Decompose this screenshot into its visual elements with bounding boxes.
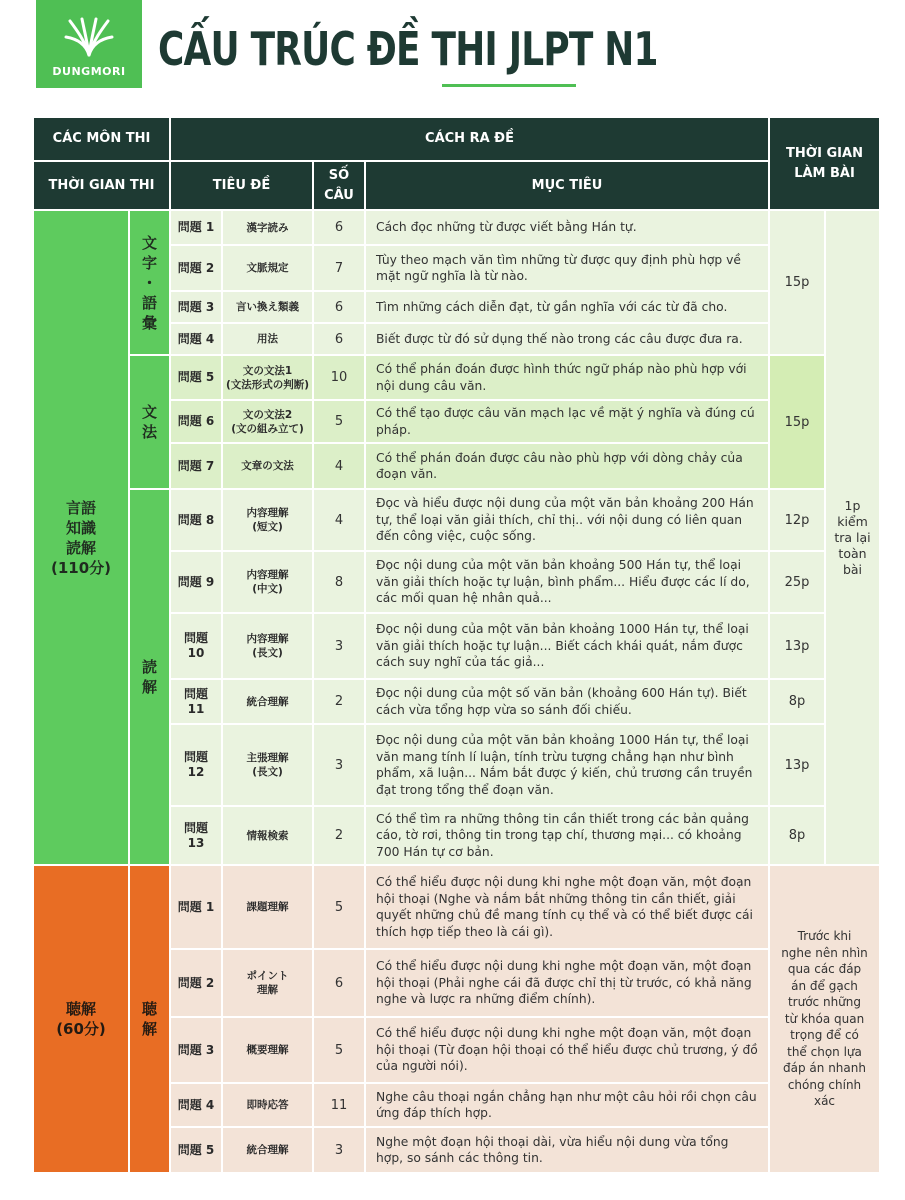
- time-review: [826, 211, 879, 864]
- time-vocab: 15p: [770, 211, 824, 354]
- question-label-line: 問題 7: [177, 458, 215, 473]
- brand-name: DUNGMORI: [52, 65, 126, 78]
- question-type-line: 即時応答: [246, 1099, 289, 1111]
- group-listening-char2: 解: [141, 1020, 157, 1038]
- question-count: 6: [314, 211, 364, 244]
- section-listening-line1: 聴解: [65, 1000, 96, 1018]
- question-label-line: 問題 6: [177, 414, 215, 428]
- question-label-line: 問題 5: [177, 370, 215, 384]
- question-count: 5: [314, 866, 364, 948]
- question-goal: [366, 614, 768, 678]
- question-label-line: 問題 3: [177, 1042, 215, 1057]
- question-type: [223, 1084, 312, 1126]
- question-goal-text: Đọc và hiểu được nội dung của một văn bản khoảng 200 Hán tự, thể loại văn giải thích, chỉ thị.. với nội dung có liên quan đến công việc, cuộc sống.: [376, 496, 754, 544]
- question-goal: [366, 211, 768, 244]
- tip-line1: Trước khi: [797, 929, 852, 944]
- group-vocab-char3: ・: [141, 273, 157, 292]
- tip-line9: đáp án nhanh: [783, 1061, 866, 1076]
- question-type: [223, 950, 312, 1016]
- question-goal: [366, 866, 768, 948]
- question-count: 7: [314, 246, 364, 290]
- question-label: [171, 680, 221, 723]
- question-type-line: (文法形式の判断): [225, 378, 310, 391]
- question-label-line: 問題: [183, 631, 208, 645]
- question-type: [223, 1018, 312, 1082]
- question-label: [171, 1128, 221, 1172]
- question-count: 10: [314, 356, 364, 399]
- header-heading: TIÊU ĐỀ: [171, 162, 312, 209]
- group-grammar-char2: 法: [141, 423, 157, 441]
- header-count-line2: CÂU: [324, 187, 354, 203]
- question-goal: [366, 324, 768, 354]
- question-goal: [366, 725, 768, 805]
- question-type-line: 言い換え類義: [236, 301, 299, 313]
- tip-line6: từ khóa quan: [784, 1011, 865, 1026]
- question-count: 8: [314, 552, 364, 612]
- question-type-line: 内容理解: [246, 633, 289, 645]
- question-goal: [366, 950, 768, 1016]
- question-goal-text: Có thể phán đoán được câu nào phù hợp với dòng chảy của đoạn văn.: [376, 450, 743, 481]
- question-type-line: 文章の文法: [241, 460, 294, 472]
- question-label-line: 問題 5: [177, 1142, 215, 1157]
- question-goal-text: Có thể tìm ra những thông tin cần thiết trong các bản quảng cáo, tờ rơi, thông tin trong tạp chí, thương mại... có khoảng 700 Hán tự cơ bản.: [376, 811, 749, 859]
- question-label: [171, 246, 221, 290]
- question-goal-text: Tùy theo mạch văn tìm những từ được quy định phù hợp về mặt ngữ nghĩa là từ nào.: [376, 252, 741, 283]
- question-type: [223, 246, 312, 290]
- review-line2: kiểm: [837, 513, 868, 529]
- question-count: 6: [314, 324, 364, 354]
- question-type-line: 用法: [257, 333, 278, 345]
- tip-line10: chóng chính: [787, 1077, 862, 1092]
- header-count-line1: SỐ: [328, 167, 350, 183]
- question-label-line: 問題 1: [177, 220, 215, 234]
- question-type-line: 課題理解: [246, 901, 289, 913]
- question-label-line: 問題 1: [177, 899, 215, 914]
- question-label: [171, 866, 221, 948]
- tip-line3: qua các đáp: [787, 962, 862, 977]
- group-listening-char1: 聴: [141, 1000, 157, 1018]
- group-grammar-char1: 文: [141, 403, 157, 421]
- question-type-line: (短文): [252, 521, 283, 533]
- question-type: [223, 614, 312, 678]
- question-goal: [366, 552, 768, 612]
- group-vocabulary: [130, 211, 169, 354]
- question-type-line: 文の文法1: [242, 364, 293, 377]
- question-type: [223, 680, 312, 723]
- question-goal-text: Biết được từ đó sử dụng thế nào trong các câu được đưa ra.: [376, 331, 743, 346]
- question-label: [171, 807, 221, 864]
- question-label: [171, 552, 221, 612]
- question-label-line: 問題 9: [177, 574, 215, 589]
- question-goal-text: Có thể hiểu được nội dung khi nghe một đoạn văn, một đoạn hội thoại (Từ đoạn hội thoại có thể hiểu được chủ trương, ý đồ của người nói).: [376, 1026, 758, 1074]
- question-count: 5: [314, 401, 364, 442]
- question-goal-text: Nghe một đoạn hội thoại dài, vừa hiểu nội dung vừa tổng hợp, so sánh các thông tin.: [376, 1134, 729, 1165]
- section-knowledge-line4: (110分): [50, 558, 112, 577]
- question-goal-text: Có thể hiểu được nội dung khi nghe một đoạn văn, một đoạn hội thoại (Nghe và nắm bắt những thông tin cần thiết, giải quyết những chủ đề mang tính cụ thể và có thể biết được cái thích hợp tiếp theo là cái gì).: [376, 875, 753, 939]
- question-type: [223, 401, 312, 442]
- review-line3: tra lại: [834, 529, 871, 545]
- question-type-line: 内容理解: [246, 569, 289, 581]
- group-vocab-char2: 字: [141, 253, 157, 272]
- question-count: 11: [314, 1084, 364, 1126]
- question-goal-text: Nghe câu thoại ngắn chẳng hạn như một câu hỏi rồi chọn câu ứng đáp thích hợp.: [376, 1089, 757, 1120]
- question-label-line: 問題 3: [177, 299, 215, 314]
- question-type: [223, 444, 312, 488]
- question-count: 5: [314, 1018, 364, 1082]
- review-line1: 1p: [844, 497, 861, 513]
- header-duration-line2: LÀM BÀI: [794, 165, 855, 181]
- question-type-line: 統合理解: [246, 1144, 289, 1156]
- question-goal-text: Có thể phán đoán được hình thức ngữ pháp nào phù hợp với nội dung câu văn.: [376, 362, 747, 393]
- question-label: [171, 1018, 221, 1082]
- question-label-line: 問題 4: [177, 1097, 215, 1112]
- question-type-line: (長文): [252, 766, 283, 778]
- question-goal: [366, 1084, 768, 1126]
- question-label-line: 問題 2: [177, 260, 215, 275]
- group-vocab-char4: 語: [141, 293, 157, 312]
- question-type-line: 内容理解: [246, 507, 289, 519]
- question-label: [171, 292, 221, 322]
- header-duration: [770, 118, 879, 209]
- section-knowledge-line3: 読解: [65, 538, 96, 557]
- question-type: [223, 211, 312, 244]
- question-type: [223, 490, 312, 550]
- group-reading-char2: 解: [141, 678, 157, 696]
- tip-line2: nghe nên nhìn: [781, 945, 868, 960]
- header-exam-time: THỜI GIAN THI: [34, 162, 169, 209]
- question-label: [171, 401, 221, 442]
- question-goal: [366, 401, 768, 442]
- review-line5: bài: [842, 561, 863, 577]
- question-type: [223, 292, 312, 322]
- listening-tip: [770, 866, 879, 1172]
- group-reading: [130, 490, 169, 864]
- question-type: [223, 1128, 312, 1172]
- question-goal: [366, 444, 768, 488]
- question-goal-text: Đọc nội dung của một văn bản khoảng 1000 Hán tự, thể loại văn mang tính lí luận, tính trừu tượng chẳng hạn như bình phẩm, xã luận... Nắm bắt được ý kiến, chủ trương cần truyền đạt trong tổng thể đoạn văn.: [376, 733, 753, 797]
- question-count: 3: [314, 1128, 364, 1172]
- question-label-line: 問題: [183, 750, 208, 764]
- question-goal-text: Tìm những cách diễn đạt, từ gần nghĩa với các từ đã cho.: [376, 299, 728, 314]
- question-count: 6: [314, 292, 364, 322]
- header-format: CÁCH RA ĐỀ: [171, 118, 768, 160]
- tip-line11: xác: [813, 1094, 836, 1109]
- question-count: 6: [314, 950, 364, 1016]
- question-goal-text: Có thể hiểu được nội dung khi nghe một đoạn văn, một đoạn hội thoại (Phải nghe cái đã được chỉ thị từ trước, có khả năng nghe và lược ra những điểm chính).: [376, 959, 752, 1007]
- question-goal-text: Đọc nội dung của một văn bản khoảng 500 Hán tự, thể loại văn giải thích hoặc tự luận, bình phẩm... Hiểu được các lí do, các mối quan hệ nhân quả...: [376, 558, 750, 606]
- header-duration-line1: THỜI GIAN: [786, 145, 863, 161]
- section-listening: [34, 866, 128, 1172]
- question-label-line: 13: [187, 835, 205, 850]
- question-label: [171, 211, 221, 244]
- dungmori-logo: [36, 0, 142, 88]
- section-knowledge-line2: 知識: [65, 518, 96, 537]
- question-goal: [366, 1128, 768, 1172]
- question-type: [223, 356, 312, 399]
- time-reading-12: 13p: [770, 725, 824, 805]
- question-type: [223, 725, 312, 805]
- question-label: [171, 1084, 221, 1126]
- question-goal: [366, 1018, 768, 1082]
- time-reading-10: 13p: [770, 614, 824, 678]
- question-type-line: 漢字読み: [246, 221, 289, 234]
- question-label: [171, 444, 221, 488]
- question-type-line: (長文): [252, 647, 283, 659]
- time-reading-8: 12p: [770, 490, 824, 550]
- question-goal-text: Đọc nội dung của một văn bản khoảng 1000 Hán tự, thể loại văn giải thích hoặc tự luận... Biết cách khái quát, nắm được cách suy nghĩ của tác giả...: [376, 622, 749, 670]
- question-type-line: (中文): [252, 583, 283, 595]
- question-label: [171, 324, 221, 354]
- question-label-line: 問題 8: [177, 512, 215, 527]
- question-type-line: 主張理解: [246, 752, 289, 764]
- question-goal-text: Đọc nội dung của một số văn bản (khoảng 600 Hán tự). Biết cách vừa tổng hợp vừa so sánh đối chiếu.: [376, 686, 747, 717]
- time-reading-9: 25p: [770, 552, 824, 612]
- header-goal: MỤC TIÊU: [366, 162, 768, 209]
- group-vocab-char1: 文: [141, 233, 157, 252]
- question-type-line: ポイント: [246, 970, 289, 982]
- tip-line4: án để gạch: [791, 978, 858, 993]
- group-reading-char1: 読: [141, 658, 157, 676]
- tip-line7: trọng để có: [790, 1028, 859, 1043]
- group-vocab-char5: 彙: [141, 313, 157, 332]
- section-knowledge-line1: 言語: [65, 498, 96, 517]
- question-label-line: 問題 2: [177, 975, 215, 990]
- section-listening-line2: (60分): [56, 1020, 106, 1038]
- question-goal: [366, 246, 768, 290]
- tip-line5: trước những: [787, 995, 862, 1010]
- question-count: 3: [314, 614, 364, 678]
- question-goal: [366, 680, 768, 723]
- question-type-line: 概要理解: [246, 1044, 289, 1056]
- question-label-line: 12: [187, 765, 205, 779]
- question-label-line: 問題 4: [177, 331, 215, 346]
- question-type: [223, 807, 312, 864]
- question-type-line: 理解: [257, 984, 278, 996]
- group-grammar: [130, 356, 169, 488]
- question-type: [223, 324, 312, 354]
- question-count: 2: [314, 680, 364, 723]
- question-type-line: (文の組み立て): [231, 422, 304, 435]
- question-type-line: 文脈規定: [246, 262, 289, 274]
- tip-line8: thể chọn lựa: [787, 1044, 862, 1059]
- header-subjects: CÁC MÔN THI: [34, 118, 169, 160]
- leaf-logo-icon: [62, 15, 116, 59]
- question-label-line: 問題: [183, 686, 208, 701]
- question-type-line: 統合理解: [246, 695, 289, 708]
- question-goal: [366, 292, 768, 322]
- question-label-line: 10: [187, 646, 205, 660]
- question-count: 2: [314, 807, 364, 864]
- question-label-line: 11: [187, 701, 205, 716]
- question-goal: [366, 490, 768, 550]
- section-knowledge: [34, 211, 128, 864]
- question-count: 4: [314, 444, 364, 488]
- question-type-line: 文の文法2: [242, 408, 293, 421]
- question-label: [171, 725, 221, 805]
- question-goal: [366, 356, 768, 399]
- page-title: CẤU TRÚC ĐỀ THI JLPT N1: [158, 22, 658, 76]
- question-goal-text: Có thể tạo được câu văn mạch lạc về mặt ý nghĩa và đúng cú pháp.: [376, 406, 755, 437]
- group-listening: [130, 866, 169, 1172]
- question-label: [171, 614, 221, 678]
- review-line4: toàn: [838, 545, 867, 561]
- question-count: 4: [314, 490, 364, 550]
- question-type-line: 情報検索: [246, 829, 289, 842]
- title-underline: [442, 84, 576, 87]
- question-count: 3: [314, 725, 364, 805]
- time-reading-11: 8p: [770, 680, 824, 723]
- question-type: [223, 866, 312, 948]
- question-label-line: 問題: [183, 820, 208, 835]
- time-reading-13: 8p: [770, 807, 824, 864]
- question-label: [171, 490, 221, 550]
- header-count: [314, 162, 364, 209]
- question-goal: [366, 807, 768, 864]
- time-grammar: 15p: [770, 356, 824, 488]
- question-type: [223, 552, 312, 612]
- question-label: [171, 356, 221, 399]
- question-label: [171, 950, 221, 1016]
- question-goal-text: Cách đọc những từ được viết bằng Hán tự.: [376, 220, 637, 235]
